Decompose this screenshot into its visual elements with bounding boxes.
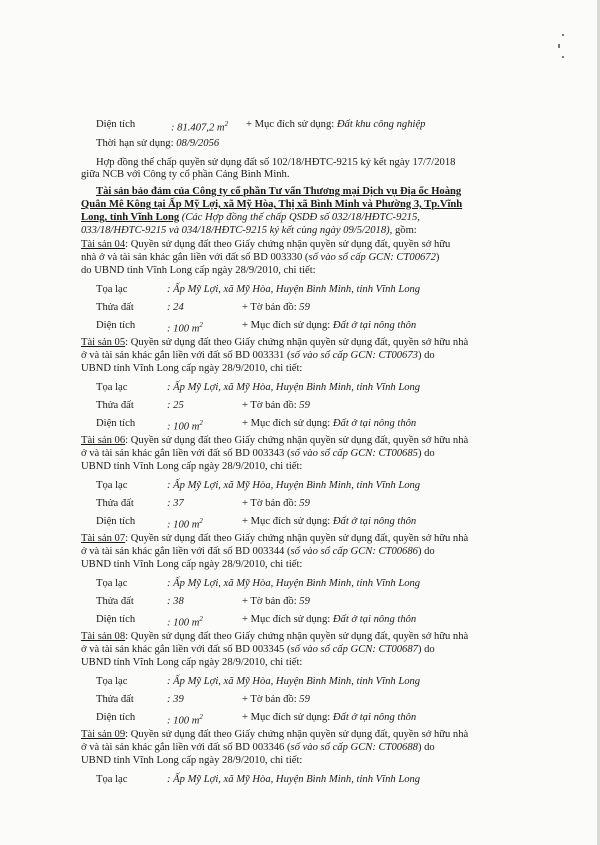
parcel-value: : 38 xyxy=(167,596,184,607)
map-sheet: + Tờ bản đồ: 59 xyxy=(242,302,310,313)
contract-line: giữa NCB với Công ty cổ phần Cảng Bình Minh. xyxy=(81,169,290,180)
purpose-line: + Mục đích sử dụng: Đất ở tại nông thôn xyxy=(242,712,417,723)
asset-description: do UBND tỉnh Vĩnh Long cấp ngày 28/9/2010, chi tiết: xyxy=(81,265,316,276)
asset-description: UBND tỉnh Vĩnh Long cấp ngày 28/9/2010, chi tiết: xyxy=(81,755,303,766)
asset-description: ở và tài sản khác gắn liền với đất số BD 003343 (số vào sổ cấp GCN: CT00685) do xyxy=(81,448,435,459)
section-title-line: 033/18/HĐTC-9215 và 034/18/HĐTC-9215 ký kết cùng ngày 09/5/2018), gồm: xyxy=(81,225,417,236)
asset-description: Tài sản 08: Quyền sử dụng đất theo Giấy chứng nhận quyền sử dụng đất, quyền sở hữu nhà xyxy=(81,631,469,642)
location-label: Tọa lạc xyxy=(96,774,128,785)
parcel-value: : 39 xyxy=(167,694,184,705)
asset-description: ở và tài sản khác gắn liền với đất số BD 003344 (số vào sổ cấp GCN: CT00686) do xyxy=(81,546,435,557)
asset-description: UBND tỉnh Vĩnh Long cấp ngày 28/9/2010, chi tiết: xyxy=(81,559,303,570)
purpose-line: + Mục đích sử dụng: Đất ở tại nông thôn xyxy=(242,516,417,527)
parcel-value: : 37 xyxy=(167,498,184,509)
location-value: : Ấp Mỹ Lợi, xã Mỹ Hòa, Huyện Bình Minh, tỉnh Vĩnh Long xyxy=(167,578,421,589)
asset-description: ở và tài sản khác gắn liền với đất số BD 003331 (số vào sổ cấp GCN: CT00673) do xyxy=(81,350,435,361)
map-sheet: + Tờ bản đồ: 59 xyxy=(242,498,310,509)
asset-description: Tài sản 07: Quyền sử dụng đất theo Giấy chứng nhận quyền sử dụng đất, quyền sở hữu nhà xyxy=(81,533,469,544)
location-value: : Ấp Mỹ Lợi, xã Mỹ Hòa, Huyện Bình Minh, tỉnh Vĩnh Long xyxy=(167,382,421,393)
asset-description: Tài sản 09: Quyền sử dụng đất theo Giấy chứng nhận quyền sử dụng đất, quyền sở hữu nhà xyxy=(81,729,469,740)
asset-description: Tài sản 06: Quyền sử dụng đất theo Giấy chứng nhận quyền sử dụng đất, quyền sở hữu nhà xyxy=(81,435,469,446)
section-title-line: Quân Mê Kông tại Ấp Mỹ Lợi, xã Mỹ Hòa, Thị xã Bình Minh và Phường 3, Tp.Vĩnh xyxy=(81,199,463,210)
map-sheet: + Tờ bản đồ: 59 xyxy=(242,596,310,607)
location-value: : Ấp Mỹ Lợi, xã Mỹ Hòa, Huyện Bình Minh, tỉnh Vĩnh Long xyxy=(167,676,421,687)
location-value: : Ấp Mỹ Lợi, xã Mỹ Hòa, Huyện Bình Minh, tỉnh Vĩnh Long xyxy=(167,774,421,785)
location-label: Tọa lạc xyxy=(96,480,128,491)
purpose-line: + Mục đích sử dụng: Đất khu công nghiệp xyxy=(246,119,426,130)
parcel-value: : 25 xyxy=(167,400,184,411)
section-title-line: Tài sản bảo đảm của Công ty cổ phần Tư vấn Thương mại Dịch vụ Địa ốc Hoàng xyxy=(96,186,462,197)
scan-speck xyxy=(562,34,564,36)
purpose-line: + Mục đích sử dụng: Đất ở tại nông thôn xyxy=(242,418,417,429)
asset-description: UBND tỉnh Vĩnh Long cấp ngày 28/9/2010, chi tiết: xyxy=(81,363,303,374)
area-label: Diện tích xyxy=(96,614,136,625)
parcel-value: : 24 xyxy=(167,302,184,313)
parcel-label: Thửa đất xyxy=(96,596,134,607)
section-title-line: Long, tỉnh Vĩnh Long (Các Hợp đồng thế chấp QSDĐ số 032/18/HĐTC-9215, xyxy=(81,212,420,223)
location-label: Tọa lạc xyxy=(96,284,128,295)
purpose-line: + Mục đích sử dụng: Đất ở tại nông thôn xyxy=(242,614,417,625)
asset-description: ở và tài sản khác gắn liền với đất số BD 003345 (số vào sổ cấp GCN: CT00687) do xyxy=(81,644,435,655)
term-line: Thời hạn sử dụng: 08/9/2056 xyxy=(96,138,220,149)
asset-description: Tài sản 04: Quyền sử dụng đất theo Giấy chứng nhận quyền sử dụng đất, quyền sở hữu xyxy=(81,239,451,250)
map-sheet: + Tờ bản đồ: 59 xyxy=(242,400,310,411)
area-value: : 100 $m^2$ xyxy=(167,615,203,629)
asset-description: ở và tài sản khác gắn liền với đất số BD 003346 (số vào sổ cấp GCN: CT00688) do xyxy=(81,742,435,753)
area-label: Diện tích xyxy=(96,712,136,723)
parcel-label: Thửa đất xyxy=(96,302,134,313)
area-label: Diện tích xyxy=(96,516,136,527)
scan-speck xyxy=(558,44,560,48)
purpose-line: + Mục đích sử dụng: Đất ở tại nông thôn xyxy=(242,320,417,331)
parcel-label: Thửa đất xyxy=(96,498,134,509)
map-sheet: + Tờ bản đồ: 59 xyxy=(242,694,310,705)
parcel-label: Thửa đất xyxy=(96,400,134,411)
scan-speck xyxy=(562,56,564,58)
area-value: : 100 $m^2$ xyxy=(167,713,203,727)
asset-description: UBND tỉnh Vĩnh Long cấp ngày 28/9/2010, chi tiết: xyxy=(81,657,303,668)
asset-description: Tài sản 05: Quyền sử dụng đất theo Giấy chứng nhận quyền sử dụng đất, quyền sở hữu nhà xyxy=(81,337,469,348)
location-value: : Ấp Mỹ Lợi, xã Mỹ Hòa, Huyện Bình Minh, tỉnh Vĩnh Long xyxy=(167,284,421,295)
area-value: : 100 $m^2$ xyxy=(167,517,203,531)
location-label: Tọa lạc xyxy=(96,382,128,393)
contract-line: Hợp đồng thế chấp quyền sử dụng đất số 102/18/HĐTC-9215 ký kết ngày 17/7/2018 xyxy=(96,157,456,168)
asset-description: nhà ở và tài sản khác gắn liền với đất số BD 003330 (số vào sổ cấp GCN: CT00672) xyxy=(81,252,440,263)
location-value: : Ấp Mỹ Lợi, xã Mỹ Hòa, Huyện Bình Minh, tỉnh Vĩnh Long xyxy=(167,480,421,491)
location-label: Tọa lạc xyxy=(96,578,128,589)
area-value: : 81.407,2 $m^2$ xyxy=(171,120,229,134)
parcel-label: Thửa đất xyxy=(96,694,134,705)
area-label: Diện tích xyxy=(96,320,136,331)
area-value: : 100 $m^2$ xyxy=(167,321,203,335)
area-label: Diện tích xyxy=(96,418,136,429)
asset-description: UBND tỉnh Vĩnh Long cấp ngày 28/9/2010, chi tiết: xyxy=(81,461,303,472)
location-label: Tọa lạc xyxy=(96,676,128,687)
area-value: : 100 $m^2$ xyxy=(167,419,203,433)
area-label: Diện tích xyxy=(96,119,136,130)
